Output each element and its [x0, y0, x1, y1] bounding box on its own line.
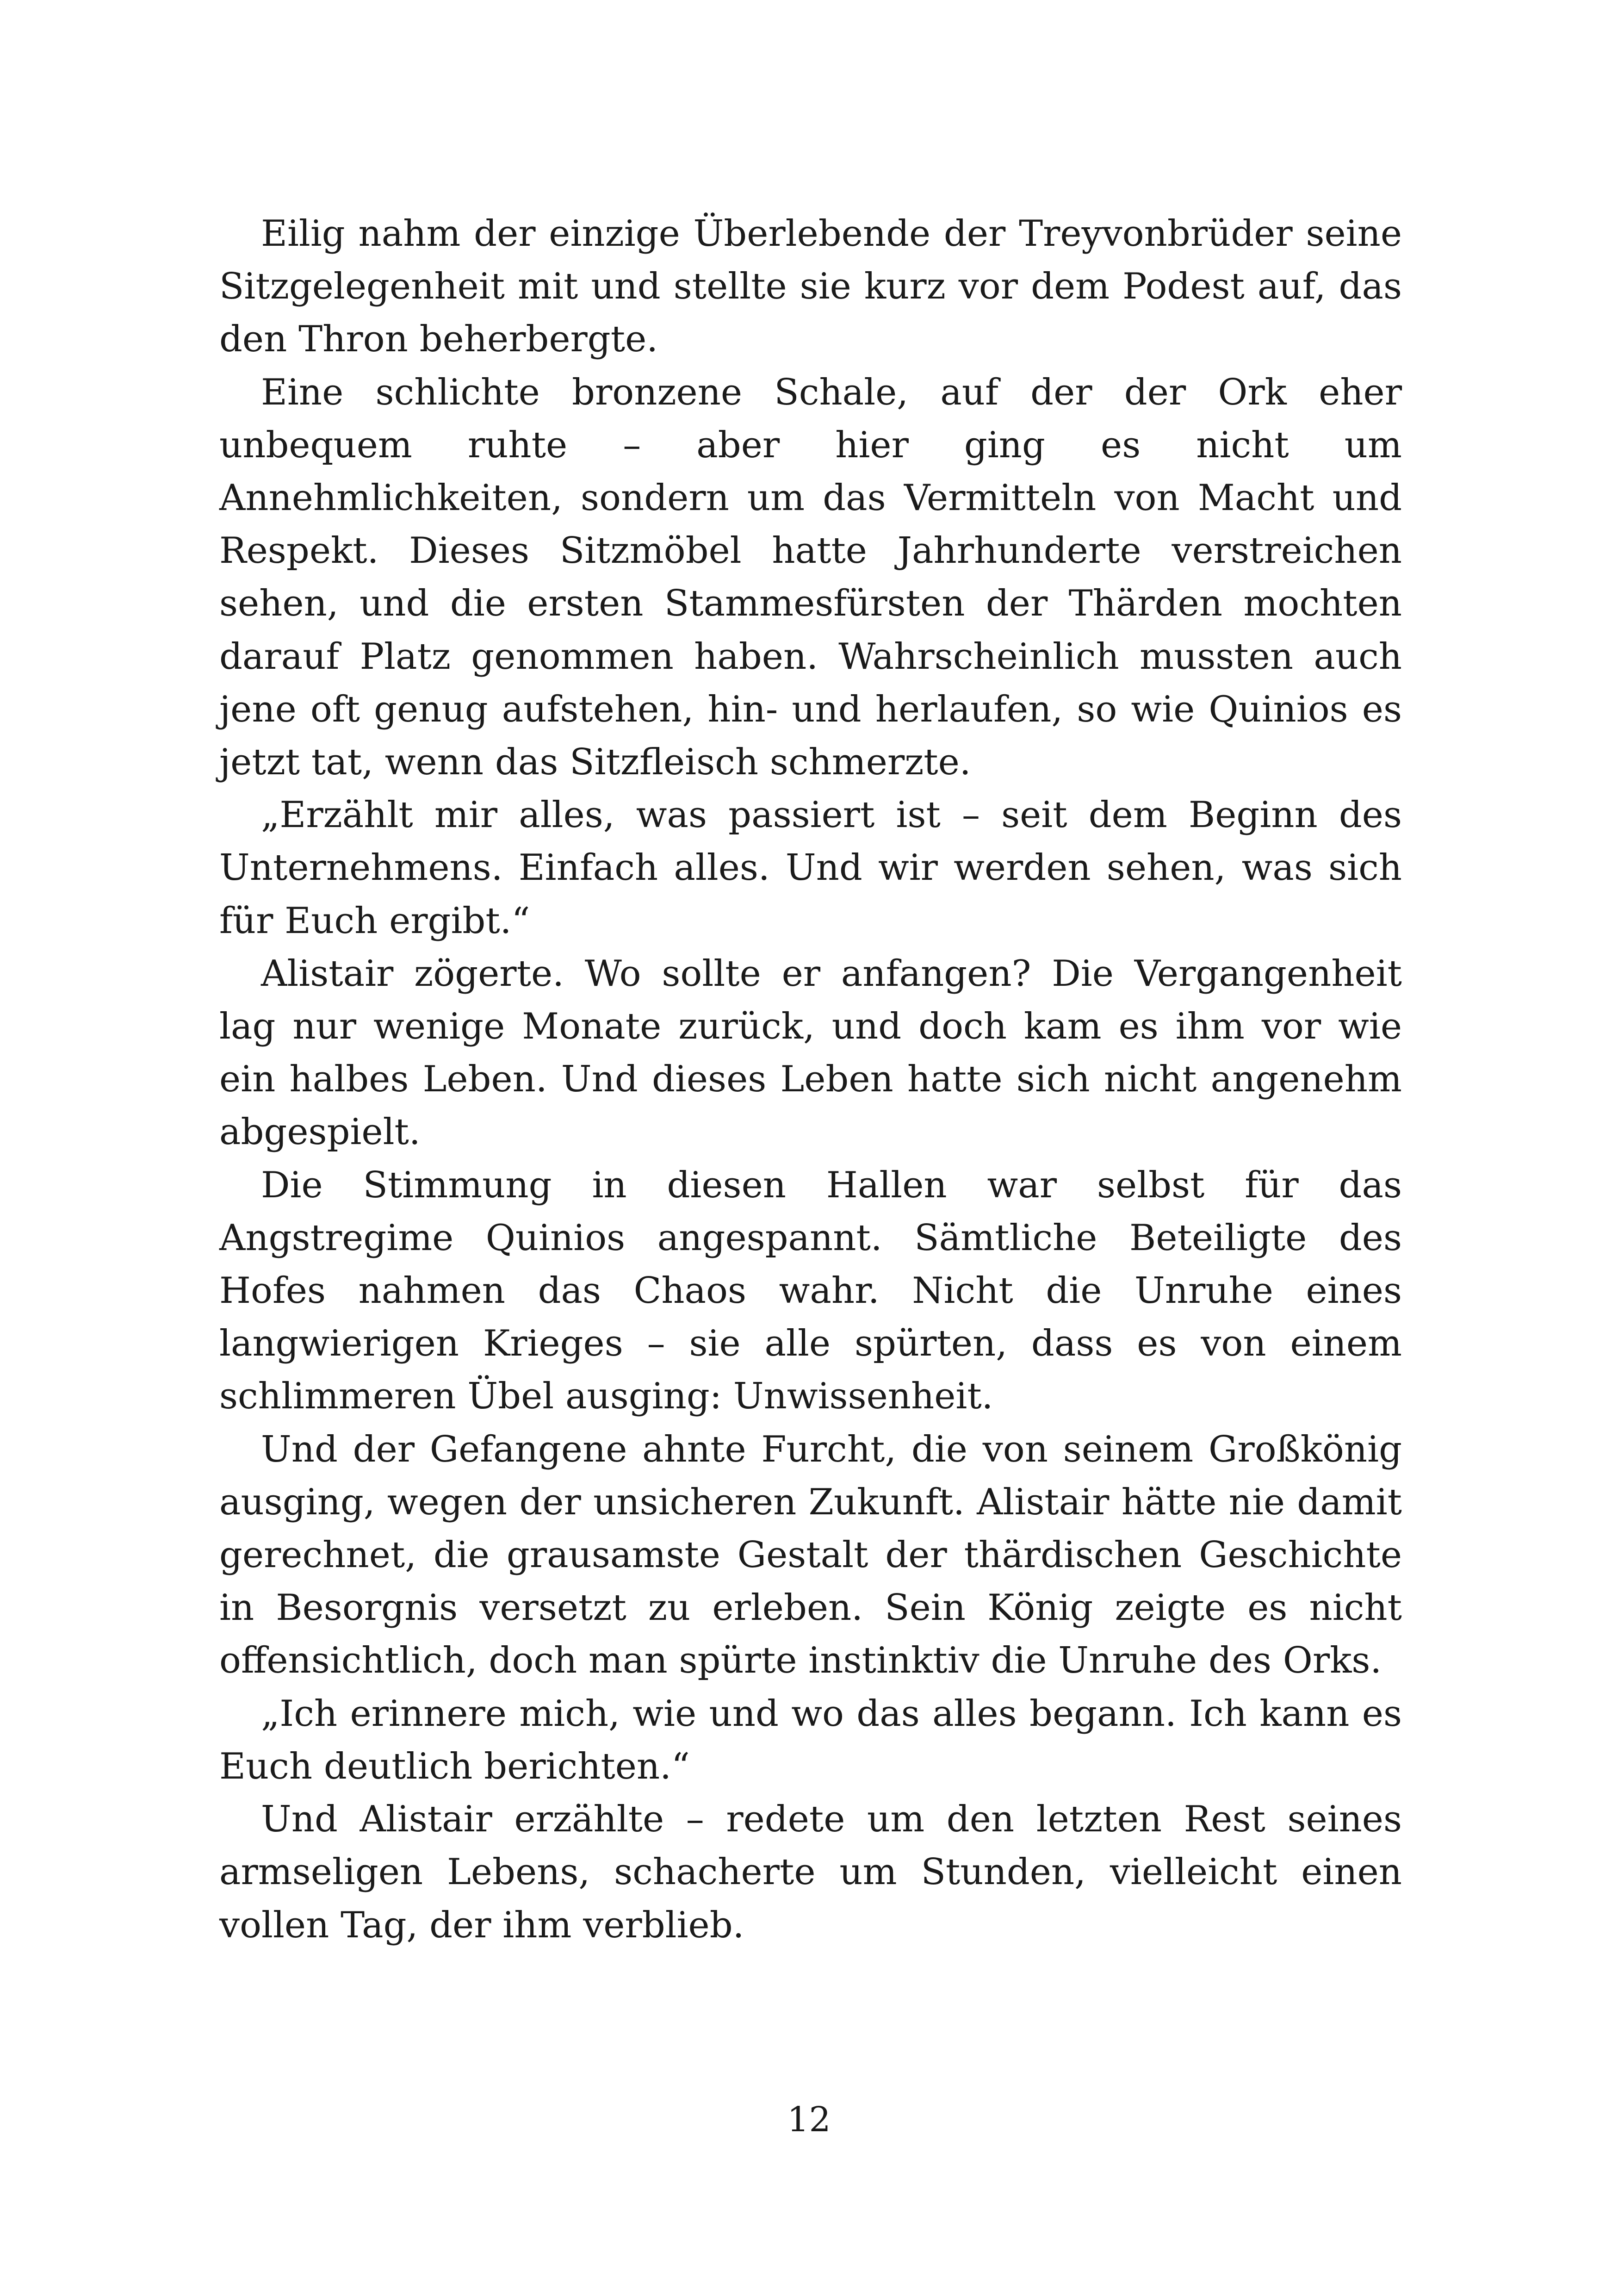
- paragraph-3: „Erzählt mir alles, was passiert ist – seit dem Beginn des Unternehmens. Einfach alles. Und wir werden sehen, was sich für Euch ergibt.“: [219, 794, 1402, 942]
- paragraph-5: Die Stimmung in diesen Hallen war selbst für das Angstregime Quinios angespannt. Sämtliche Beteiligte des Hofes nahmen das Chaos wahr. Nicht die Unruhe eines langwierigen Krieges – sie alle spürten, dass es von einem schlimmeren Übel ausging: Unwissenheit.: [219, 1164, 1402, 1418]
- paragraph-1: Eilig nahm der einzige Überlebende der Treyvonbrüder seine Sitzgelegenheit mit und stellte sie kurz vor dem Podest auf, das den Thron beherbergte.: [219, 213, 1402, 361]
- body-text: [219, 207, 1402, 1952]
- paragraph-6: Und der Gefangene ahnte Furcht, die von seinem Großkönig ausging, wegen der unsicheren Zukunft. Alistair hätte nie damit gerechnet, die grausamste Gestalt der thärdischen Geschichte in Besorgnis versetzt zu erleben. Sein König zeigte es nicht offensichtlich, doch man spürte instinktiv die Unruhe des Orks.: [219, 1428, 1402, 1682]
- paragraph-8: Und Alistair erzählte – redete um den letzten Rest seines armseligen Lebens, schacherte um Stunden, vielleicht einen vollen Tag, der ihm verblieb.: [219, 1798, 1402, 1946]
- paragraph-7: „Ich erinnere mich, wie und wo das alles begann. Ich kann es Euch deutlich berichten.“: [219, 1692, 1402, 1787]
- page-number: 12: [787, 2100, 831, 2140]
- paragraph-2: Eine schlichte bronzene Schale, auf der der Ork eher unbequem ruhte – aber hier ging es nicht um Annehmlichkeiten, sondern um das Vermitteln von Macht und Respekt. Dieses Sitzmöbel hatte Jahrhunderte verstreichen sehen, und die ersten Stammesfürsten der Thärden mochten darauf Platz genommen haben. Wahrscheinlich mussten auch jene oft genug aufstehen, hin- und herlaufen, so wie Quinios es jetzt tat, wenn das Sitzfleisch schmerzte.: [219, 371, 1402, 784]
- paragraph-4: Alistair zögerte. Wo sollte er anfangen? Die Vergangenheit lag nur wenige Monate zurück, und doch kam es ihm vor wie ein halbes Leben. Und dieses Leben hatte sich nicht angenehm abgespielt.: [219, 952, 1402, 1153]
